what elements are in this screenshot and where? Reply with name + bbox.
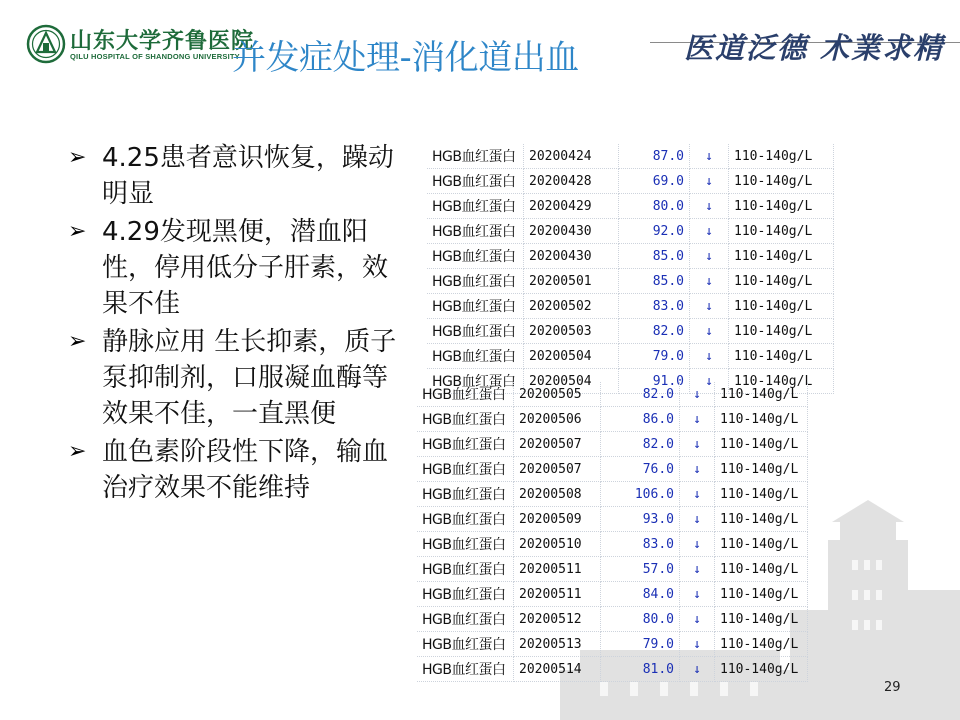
lab-item-cell: HGB血红蛋白 bbox=[427, 269, 524, 294]
lab-row bbox=[427, 144, 834, 169]
lab-reference-cell: 110-140g/L bbox=[715, 432, 808, 457]
lab-item-cell: HGB血红蛋白 bbox=[417, 507, 514, 532]
down-arrow-icon: ↓ bbox=[690, 144, 729, 169]
lab-item-cell: HGB血红蛋白 bbox=[417, 382, 514, 407]
lab-reference-cell: 110-140g/L bbox=[729, 194, 834, 219]
hospital-name-en: QILU HOSPITAL OF SHANDONG UNIVERSITY bbox=[70, 52, 240, 61]
bullet-item bbox=[68, 140, 398, 212]
lab-reference-cell: 110-140g/L bbox=[715, 482, 808, 507]
lab-reference-cell: 110-140g/L bbox=[729, 294, 834, 319]
lab-reference-cell: 110-140g/L bbox=[715, 507, 808, 532]
lab-row bbox=[417, 482, 808, 507]
lab-value-cell: 91.0 bbox=[619, 369, 690, 394]
lab-row bbox=[427, 244, 834, 269]
lab-reference-cell: 110-140g/L bbox=[715, 532, 808, 557]
down-arrow-icon: ↓ bbox=[680, 482, 715, 507]
lab-date-cell: 20200504 bbox=[524, 344, 619, 369]
bullet-text: 4.29发现黑便，潜血阳性，停用低分子肝素，效果不佳 bbox=[102, 217, 389, 319]
lab-row bbox=[417, 582, 808, 607]
down-arrow-icon: ↓ bbox=[680, 507, 715, 532]
lab-item-cell: HGB血红蛋白 bbox=[427, 344, 524, 369]
lab-value-cell: 92.0 bbox=[619, 219, 690, 244]
down-arrow-icon: ↓ bbox=[690, 194, 729, 219]
hgb-lab-table-2 bbox=[417, 382, 808, 682]
down-arrow-icon: ↓ bbox=[690, 294, 729, 319]
lab-value-cell: 86.0 bbox=[601, 407, 680, 432]
bullet-list bbox=[68, 140, 398, 508]
lab-item-cell: HGB血红蛋白 bbox=[427, 319, 524, 344]
lab-reference-cell: 110-140g/L bbox=[715, 557, 808, 582]
down-arrow-icon: ↓ bbox=[680, 657, 715, 682]
lab-date-cell: 20200508 bbox=[514, 482, 601, 507]
lab-item-cell: HGB血红蛋白 bbox=[427, 219, 524, 244]
lab-item-cell: HGB血红蛋白 bbox=[417, 557, 514, 582]
lab-reference-cell: 110-140g/L bbox=[715, 607, 808, 632]
lab-date-cell: 20200511 bbox=[514, 582, 601, 607]
down-arrow-icon: ↓ bbox=[680, 407, 715, 432]
lab-value-cell: 76.0 bbox=[601, 457, 680, 482]
lab-item-cell: HGB血红蛋白 bbox=[417, 657, 514, 682]
lab-row bbox=[427, 219, 834, 244]
lab-date-cell: 20200511 bbox=[514, 557, 601, 582]
bullet-item bbox=[68, 434, 398, 506]
lab-item-cell: HGB血红蛋白 bbox=[417, 632, 514, 657]
lab-reference-cell: 110-140g/L bbox=[729, 344, 834, 369]
bullet-text: 静脉应用 生长抑素，质子泵抑制剂，口服凝血酶等效果不佳，一直黑便 bbox=[102, 327, 397, 429]
lab-item-cell: HGB血红蛋白 bbox=[427, 369, 524, 394]
lab-value-cell: 85.0 bbox=[619, 269, 690, 294]
lab-row bbox=[427, 294, 834, 319]
lab-row bbox=[427, 344, 834, 369]
down-arrow-icon: ↓ bbox=[690, 244, 729, 269]
lab-row bbox=[417, 457, 808, 482]
lab-date-cell: 20200505 bbox=[514, 382, 601, 407]
lab-value-cell: 84.0 bbox=[601, 582, 680, 607]
down-arrow-icon: ↓ bbox=[680, 632, 715, 657]
lab-reference-cell: 110-140g/L bbox=[729, 144, 834, 169]
lab-row bbox=[427, 169, 834, 194]
lab-date-cell: 20200504 bbox=[524, 369, 619, 394]
down-arrow-icon: ↓ bbox=[690, 219, 729, 244]
arrow-bullet-icon: ➢ bbox=[68, 145, 87, 170]
down-arrow-icon: ↓ bbox=[680, 557, 715, 582]
lab-date-cell: 20200424 bbox=[524, 144, 619, 169]
down-arrow-icon: ↓ bbox=[680, 582, 715, 607]
lab-reference-cell: 110-140g/L bbox=[715, 657, 808, 682]
lab-value-cell: 57.0 bbox=[601, 557, 680, 582]
lab-reference-cell: 110-140g/L bbox=[715, 632, 808, 657]
lab-row bbox=[417, 632, 808, 657]
lab-date-cell: 20200428 bbox=[524, 169, 619, 194]
hospital-name-cn: 山东大学齐鲁医院 bbox=[70, 28, 255, 54]
down-arrow-icon: ↓ bbox=[680, 382, 715, 407]
down-arrow-icon: ↓ bbox=[690, 344, 729, 369]
bullet-item bbox=[68, 214, 398, 322]
lab-date-cell: 20200512 bbox=[514, 607, 601, 632]
lab-value-cell: 79.0 bbox=[619, 344, 690, 369]
down-arrow-icon: ↓ bbox=[690, 169, 729, 194]
lab-reference-cell: 110-140g/L bbox=[715, 407, 808, 432]
down-arrow-icon: ↓ bbox=[690, 269, 729, 294]
lab-reference-cell: 110-140g/L bbox=[715, 382, 808, 407]
lab-reference-cell: 110-140g/L bbox=[715, 457, 808, 482]
lab-value-cell: 106.0 bbox=[601, 482, 680, 507]
lab-value-cell: 82.0 bbox=[619, 319, 690, 344]
lab-value-cell: 82.0 bbox=[601, 432, 680, 457]
lab-row bbox=[417, 607, 808, 632]
down-arrow-icon: ↓ bbox=[680, 457, 715, 482]
bullet-item bbox=[68, 324, 398, 432]
lab-date-cell: 20200506 bbox=[514, 407, 601, 432]
lab-value-cell: 87.0 bbox=[619, 144, 690, 169]
lab-date-cell: 20200509 bbox=[514, 507, 601, 532]
lab-reference-cell: 110-140g/L bbox=[729, 319, 834, 344]
lab-row bbox=[427, 319, 834, 344]
down-arrow-icon: ↓ bbox=[690, 369, 729, 394]
lab-row bbox=[417, 557, 808, 582]
lab-item-cell: HGB血红蛋白 bbox=[417, 482, 514, 507]
lab-date-cell: 20200514 bbox=[514, 657, 601, 682]
hospital-emblem-icon bbox=[26, 24, 66, 64]
slide-title: 并发症处理-消化道出血 bbox=[232, 38, 579, 78]
lab-row bbox=[417, 657, 808, 682]
lab-row bbox=[427, 269, 834, 294]
lab-value-cell: 79.0 bbox=[601, 632, 680, 657]
lab-value-cell: 83.0 bbox=[601, 532, 680, 557]
lab-date-cell: 20200510 bbox=[514, 532, 601, 557]
lab-date-cell: 20200430 bbox=[524, 219, 619, 244]
lab-value-cell: 93.0 bbox=[601, 507, 680, 532]
lab-date-cell: 20200429 bbox=[524, 194, 619, 219]
lab-row bbox=[417, 382, 808, 407]
lab-date-cell: 20200502 bbox=[524, 294, 619, 319]
down-arrow-icon: ↓ bbox=[680, 532, 715, 557]
lab-item-cell: HGB血红蛋白 bbox=[417, 407, 514, 432]
arrow-bullet-icon: ➢ bbox=[68, 219, 87, 244]
lab-value-cell: 85.0 bbox=[619, 244, 690, 269]
lab-item-cell: HGB血红蛋白 bbox=[427, 194, 524, 219]
lab-date-cell: 20200507 bbox=[514, 457, 601, 482]
lab-item-cell: HGB血红蛋白 bbox=[417, 532, 514, 557]
lab-reference-cell: 110-140g/L bbox=[729, 244, 834, 269]
lab-value-cell: 80.0 bbox=[619, 194, 690, 219]
lab-item-cell: HGB血红蛋白 bbox=[417, 607, 514, 632]
bullet-text: 4.25患者意识恢复，躁动明显 bbox=[102, 143, 394, 209]
bullet-text: 血色素阶段性下降，输血治疗效果不能维持 bbox=[102, 437, 389, 503]
lab-row bbox=[417, 507, 808, 532]
lab-reference-cell: 110-140g/L bbox=[729, 269, 834, 294]
lab-value-cell: 83.0 bbox=[619, 294, 690, 319]
lab-value-cell: 80.0 bbox=[601, 607, 680, 632]
arrow-bullet-icon: ➢ bbox=[68, 439, 87, 464]
lab-item-cell: HGB血红蛋白 bbox=[417, 432, 514, 457]
lab-item-cell: HGB血红蛋白 bbox=[417, 582, 514, 607]
lab-item-cell: HGB血红蛋白 bbox=[427, 244, 524, 269]
lab-value-cell: 69.0 bbox=[619, 169, 690, 194]
lab-row bbox=[417, 532, 808, 557]
hospital-motto: 医道泛德 术業求精 bbox=[684, 31, 945, 65]
lab-item-cell: HGB血红蛋白 bbox=[427, 169, 524, 194]
lab-value-cell: 81.0 bbox=[601, 657, 680, 682]
lab-item-cell: HGB血红蛋白 bbox=[417, 457, 514, 482]
lab-date-cell: 20200430 bbox=[524, 244, 619, 269]
lab-date-cell: 20200501 bbox=[524, 269, 619, 294]
arrow-bullet-icon: ➢ bbox=[68, 329, 87, 354]
down-arrow-icon: ↓ bbox=[680, 432, 715, 457]
lab-reference-cell: 110-140g/L bbox=[729, 369, 834, 394]
down-arrow-icon: ↓ bbox=[690, 319, 729, 344]
page-number: 29 bbox=[884, 680, 901, 695]
lab-item-cell: HGB血红蛋白 bbox=[427, 294, 524, 319]
lab-date-cell: 20200513 bbox=[514, 632, 601, 657]
lab-date-cell: 20200507 bbox=[514, 432, 601, 457]
lab-row bbox=[417, 407, 808, 432]
lab-row bbox=[417, 432, 808, 457]
lab-item-cell: HGB血红蛋白 bbox=[427, 144, 524, 169]
lab-reference-cell: 110-140g/L bbox=[729, 219, 834, 244]
lab-reference-cell: 110-140g/L bbox=[715, 582, 808, 607]
down-arrow-icon: ↓ bbox=[680, 607, 715, 632]
hgb-lab-table-1 bbox=[427, 144, 834, 394]
lab-reference-cell: 110-140g/L bbox=[729, 169, 834, 194]
lab-value-cell: 82.0 bbox=[601, 382, 680, 407]
lab-date-cell: 20200503 bbox=[524, 319, 619, 344]
lab-row bbox=[427, 194, 834, 219]
